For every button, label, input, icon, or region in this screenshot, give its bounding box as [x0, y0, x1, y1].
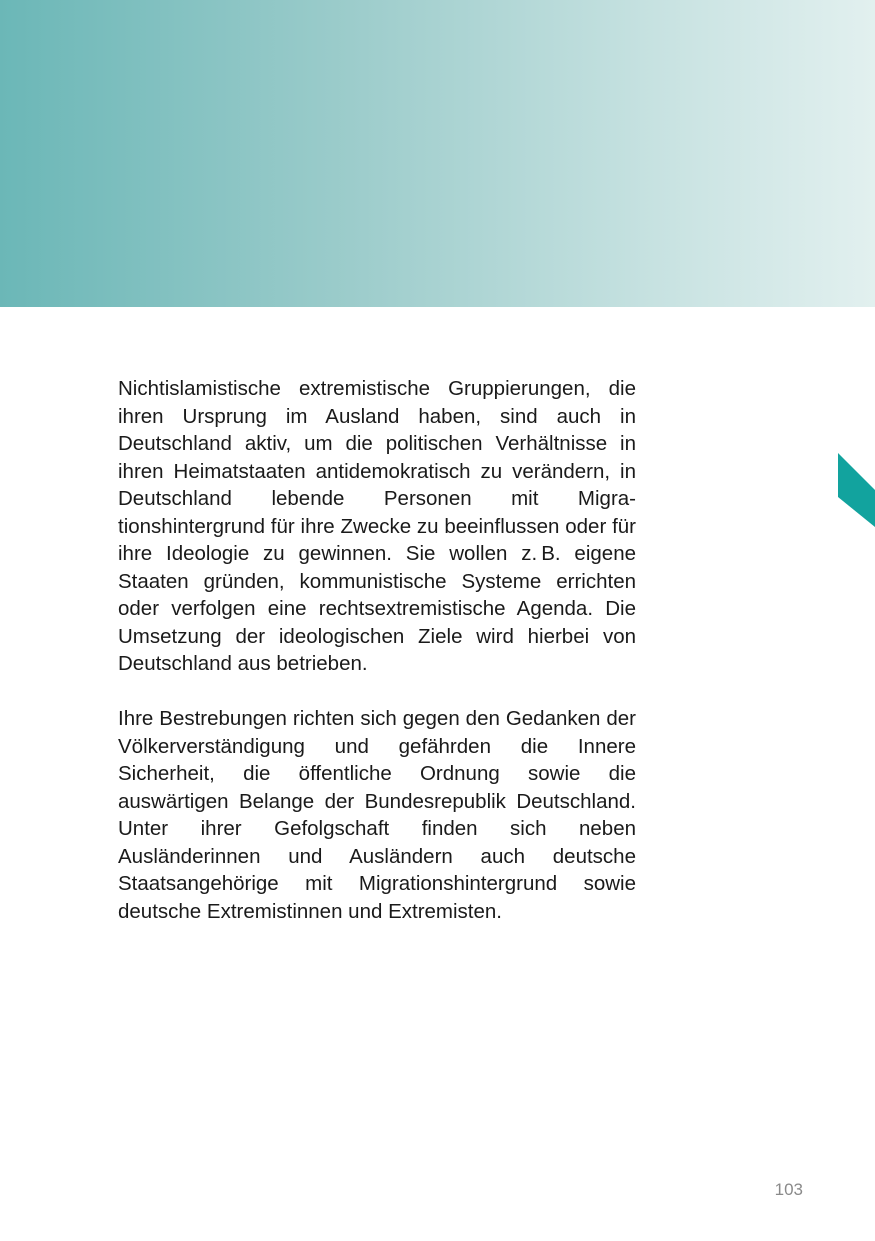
page-number: 103 — [774, 1180, 803, 1199]
paragraph-1: Nichtislamistische extremistische Gruppierungen, die ihren Ursprung im Ausland haben, sind auch in Deutschland aktiv, um die politischen Verhältnisse in ihren Heimatstaaten antidemokratisch zu verändern, in Deutschland lebende Personen mit Migrationshintergrund für ihre Zwecke zu beeinflussen oder für ihre Ideologie zu gewinnen. Sie wollen z. B. eigene Staaten gründen, kommunistische Systeme errichten oder verfolgen eine rechtsextremistische Agenda. Die Umsetzung der ideologischen Ziele wird hierbei von Deutschland aus betrieben. — [118, 377, 636, 675]
chapter-tab-marker — [838, 453, 875, 527]
body-text — [118, 375, 636, 925]
paragraph-2: Ihre Bestrebungen richten sich gegen den Gedanken der Völkerverständigung und gefährden die Innere Sicherheit, die öffentliche Ordnung sowie die auswärtigen Belange der Bundesrepublik Deutschland. Unter ihrer Gefolgschaft finden sich neben Ausländerinnen und Ausländern auch deutsche Staatsangehörige mit Migrationshintergrund sowie deutsche Extremistinnen und Extremisten. — [118, 707, 636, 923]
header-gradient-band — [0, 0, 875, 307]
